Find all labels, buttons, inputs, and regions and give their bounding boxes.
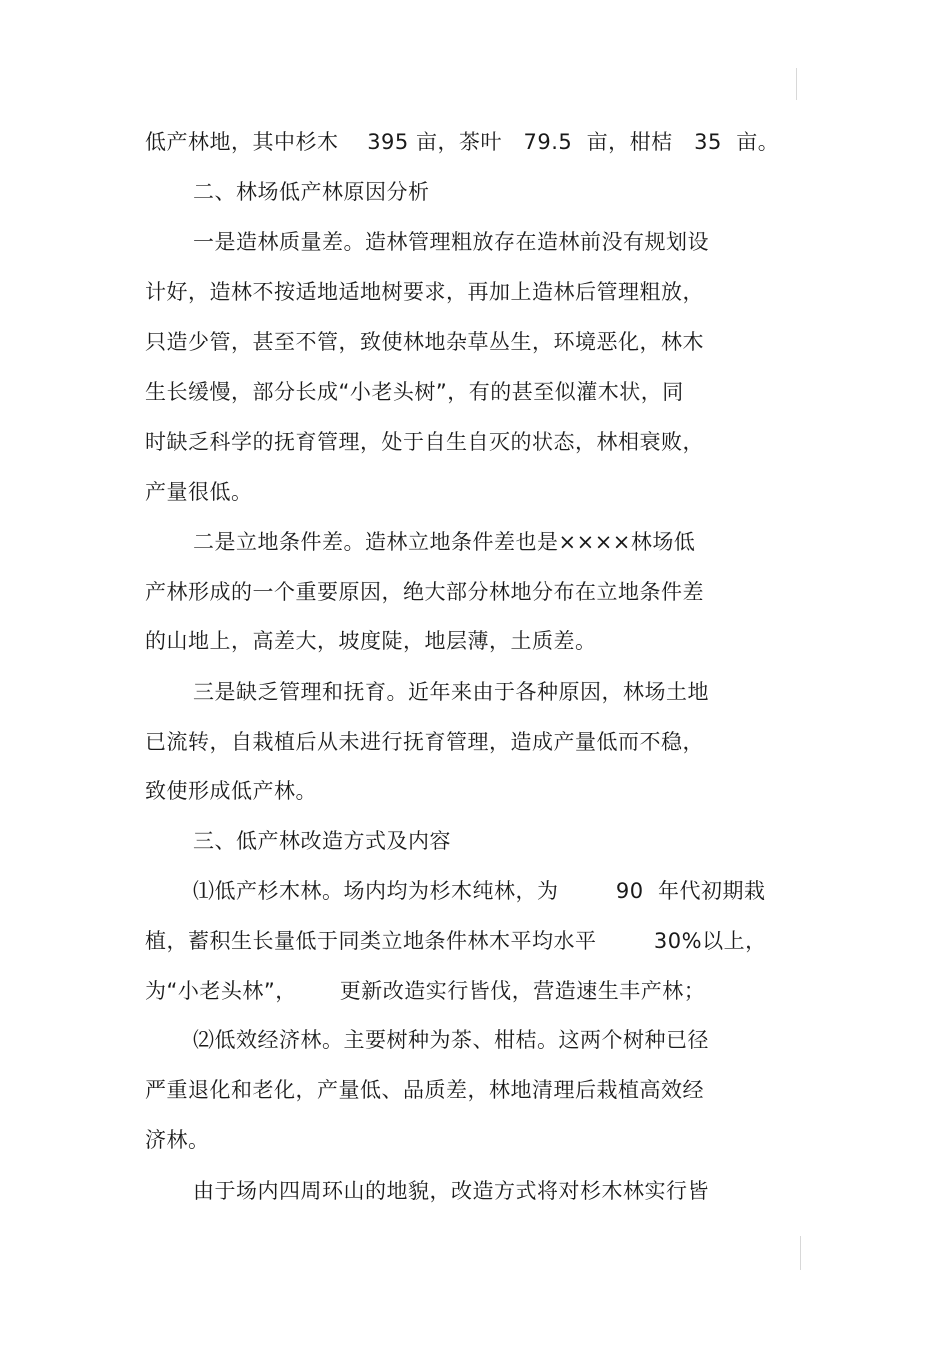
paragraph-line: 由于场内四周环山的地貌，改造方式将对杉木林实行皆 [193, 1179, 709, 1203]
paragraph-line: 时缺乏科学的抚育管理，处于自生自灭的状态，林相衰败， [145, 430, 704, 454]
paragraph-line: 计好，造林不按适地适地树要求，再加上造林后管理粗放， [145, 280, 704, 304]
paragraph-line: 三是缺乏管理和抚育。近年来由于各种原因，林场土地 [193, 680, 709, 704]
paragraph-line: ⑴低产杉木林。场内均为杉木纯林，为 90 年代初期栽 [193, 879, 766, 903]
section-heading: 二、林场低产林原因分析 [193, 180, 430, 204]
paragraph-line: ⑵低效经济林。主要树种为茶、柑桔。这两个树种已径 [193, 1028, 709, 1052]
page-edge-mark-bottom [800, 1236, 801, 1270]
paragraph-line: 为“小老头林”， 更新改造实行皆伐，营造速生丰产林； [145, 979, 706, 1003]
paragraph-line: 二是立地条件差。造林立地条件差也是××××林场低 [193, 530, 696, 554]
paragraph-line: 生长缓慢，部分长成“小老头树”，有的甚至似灌木状，同 [145, 380, 684, 404]
paragraph-line: 产量很低。 [145, 480, 253, 504]
paragraph-line: 严重退化和老化，产量低、品质差，林地清理后栽植高效经 [145, 1078, 704, 1102]
text-line: 低产林地，其中杉木 395 亩，茶叶 79.5 亩，柑桔 35 亩。 [145, 130, 780, 154]
paragraph-line: 的山地上，高差大，坡度陡，地层薄，土质差。 [145, 629, 597, 653]
paragraph-line: 植，蓄积生长量低于同类立地条件林木平均水平 30%以上， [145, 929, 767, 953]
section-heading: 三、低产林改造方式及内容 [193, 829, 451, 853]
paragraph-line: 济林。 [145, 1128, 210, 1152]
paragraph-line: 已流转，自栽植后从未进行抚育管理，造成产量低而不稳， [145, 730, 704, 754]
paragraph-line: 一是造林质量差。造林管理粗放存在造林前没有规划设 [193, 230, 709, 254]
paragraph-line: 产林形成的一个重要原因，绝大部分林地分布在立地条件差 [145, 580, 704, 604]
paragraph-line: 只造少管，甚至不管，致使林地杂草丛生，环境恶化，林木 [145, 330, 704, 354]
paragraph-line: 致使形成低产林。 [145, 779, 317, 803]
page-edge-mark-top [796, 68, 797, 100]
